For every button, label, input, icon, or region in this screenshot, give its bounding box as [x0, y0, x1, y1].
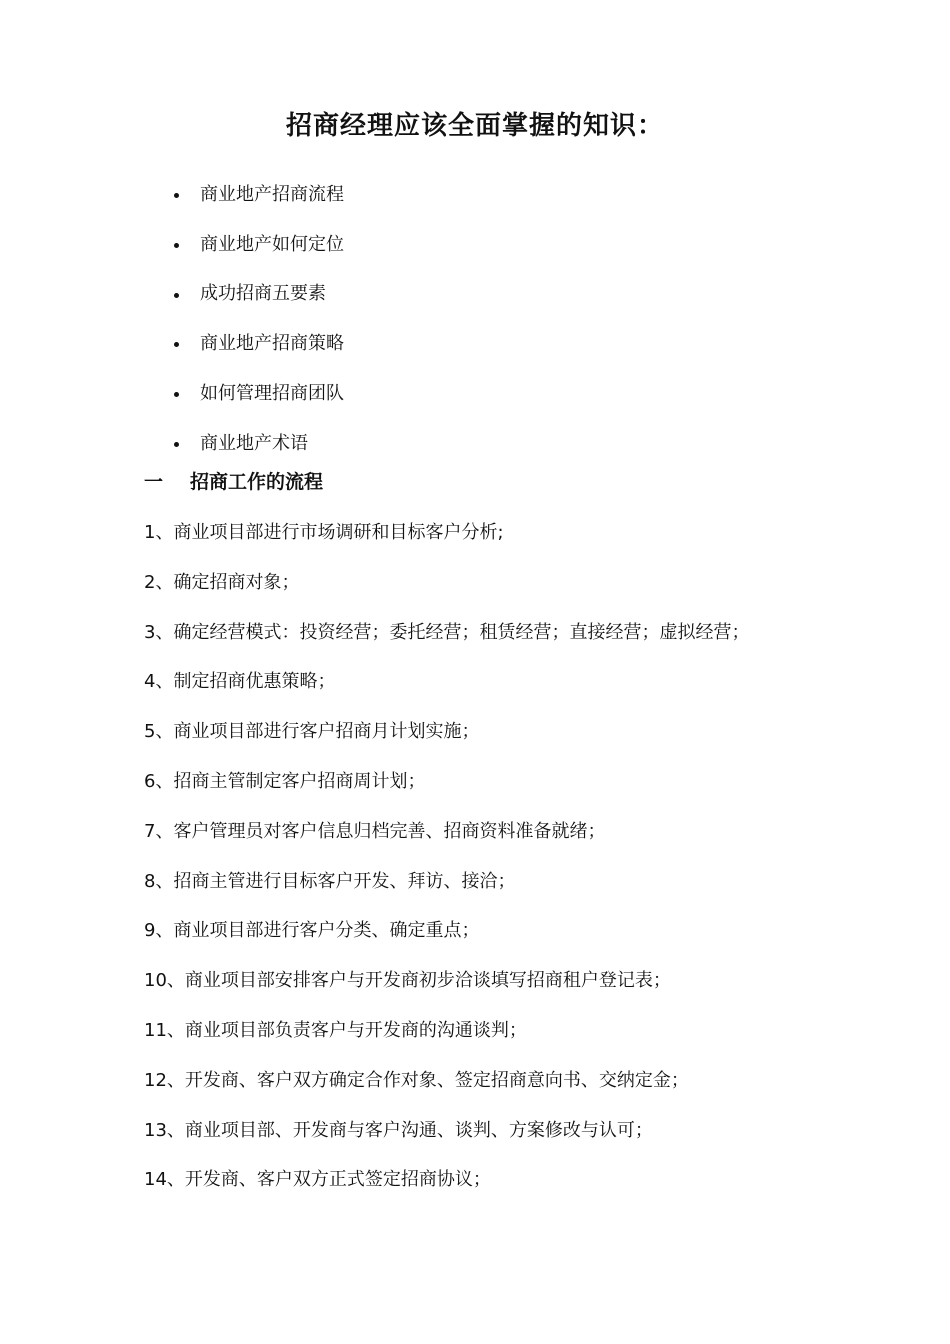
process-step: 3、确定经营模式：投资经营；委托经营；租赁经营；直接经营；虚拟经营； [144, 621, 750, 643]
process-step: 5、商业项目部进行客户招商月计划实施； [144, 721, 480, 743]
process-step: 9、商业项目部进行客户分类、确定重点； [144, 920, 480, 942]
process-step: 10、商业项目部安排客户与开发商初步洽谈填写招商租户登记表； [144, 970, 671, 992]
bullet-dot-icon [174, 442, 179, 447]
topic-text: 商业地产招商流程 [200, 183, 344, 205]
topic-item [170, 369, 344, 419]
process-step: 1、商业项目部进行市场调研和目标客户分析; [144, 522, 504, 543]
bullet-dot-icon [174, 342, 179, 347]
topic-item [170, 170, 344, 220]
topic-text: 商业地产术语 [200, 432, 308, 454]
topic-item [170, 319, 344, 369]
topic-item [170, 419, 344, 469]
topic-text: 如何管理招商团队 [200, 383, 344, 405]
document-title: 招商经理应该全面掌握的知识： [285, 111, 664, 141]
section-number: 一 [144, 471, 164, 493]
topic-text: 成功招商五要素 [200, 283, 326, 305]
process-step: 6、招商主管制定客户招商周计划； [144, 770, 426, 792]
section-title: 招商工作的流程 [190, 471, 324, 493]
section-heading [144, 464, 323, 500]
topic-text: 商业地产招商策略 [200, 333, 344, 355]
bullet-dot-icon [174, 243, 179, 248]
process-step: 8、招商主管进行目标客户开发、拜访、接洽； [144, 870, 516, 892]
topic-item [170, 220, 344, 270]
process-step: 11、商业项目部负责客户与开发商的沟通谈判； [144, 1019, 527, 1041]
bullet-dot-icon [174, 392, 179, 397]
process-step: 13、商业项目部、开发商与客户沟通、谈判、方案修改与认可； [144, 1119, 653, 1141]
process-step: 12、开发商、客户双方确定合作对象、签定招商意向书、交纳定金； [144, 1069, 689, 1091]
bullet-dot-icon [174, 193, 179, 198]
process-step-list [144, 515, 749, 1212]
process-step: 2、确定招商对象； [144, 571, 300, 593]
topic-list [170, 170, 344, 469]
topic-item [170, 270, 344, 320]
topic-text: 商业地产如何定位 [200, 233, 344, 255]
process-step: 4、制定招商优惠策略； [144, 671, 336, 693]
process-step: 7、客户管理员对客户信息归档完善、招商资料准备就绪； [144, 820, 606, 842]
process-step: 14、开发商、客户双方正式签定招商协议； [144, 1169, 491, 1191]
bullet-dot-icon [174, 293, 179, 298]
